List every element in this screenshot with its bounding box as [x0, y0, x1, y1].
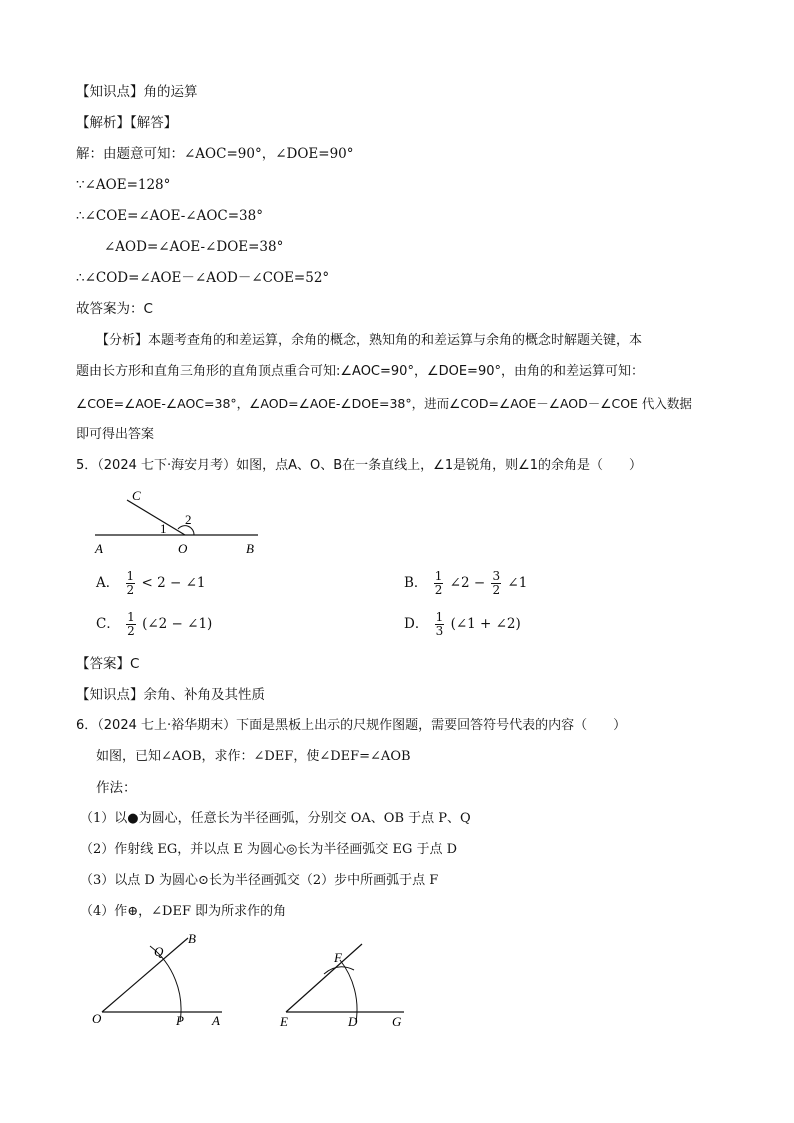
q6-figure-aob: [88, 926, 238, 1031]
q5-figure: [90, 484, 270, 559]
fraction: $\frac{1}{2}$: [126, 569, 135, 597]
label-P: P: [176, 1013, 184, 1028]
label-A: A: [95, 541, 103, 556]
q6-step-2: （2）作射线 EG，并以点 E 为圆心◎长为半径画弧交 EG 于点 D: [80, 842, 458, 857]
analysis-para-1: 【分析】本题考查角的和差运算，余角的概念，熟知角的和差运算与余角的概念时解题关键，本: [96, 333, 643, 348]
arc-DF: [340, 960, 357, 1022]
angle-2-arc: [178, 526, 194, 535]
label-O: O: [92, 1011, 102, 1026]
analysis-heading: 【解析】【解答】: [76, 115, 178, 131]
fraction: $\frac{1}{3}$: [435, 610, 444, 638]
label-Q: Q: [154, 944, 164, 959]
solution-line-2: ∵∠AOE=128°: [76, 177, 171, 193]
option-text: (∠2 − ∠1): [142, 616, 213, 632]
label-1: 1: [160, 521, 167, 536]
q6-step-4: （4）作⊕，∠DEF 即为所求作的角: [80, 904, 287, 919]
q5-answer: 【答案】C: [76, 656, 140, 672]
solution-line-5: ∴∠COD=∠AOE－∠AOD－∠COE=52°: [76, 270, 330, 286]
arc-F: [324, 967, 354, 974]
answer-line: 故答案为：C: [76, 301, 153, 317]
solution-line-4: ∠AOD=∠AOE-∠DOE=38°: [104, 239, 284, 255]
q5-knowledge-point: 【知识点】余角、补角及其性质: [76, 687, 265, 703]
option-text: ∠2 −: [449, 575, 486, 591]
label-G: G: [392, 1014, 402, 1029]
label-D: D: [348, 1014, 358, 1029]
q5-option-b[interactable]: [404, 570, 527, 597]
label-O: O: [178, 541, 188, 556]
analysis-para-4: 即可得出答案: [76, 427, 155, 442]
q6-method-heading: 作法：: [96, 780, 137, 796]
option-letter: C．: [96, 616, 120, 632]
option-letter: B．: [404, 575, 428, 591]
solution-line-3: ∴∠COE=∠AOE-∠AOC=38°: [76, 208, 263, 224]
option-text: (∠1 + ∠2): [450, 616, 521, 632]
label-A: A: [212, 1013, 220, 1028]
ray-OC: [127, 500, 185, 535]
fraction: $\frac{3}{2}$: [492, 569, 501, 597]
label-B: B: [246, 541, 254, 556]
q6-step-3: （3）以点 D 为圆心⊙长为半径画弧交（2）步中所画弧于点 F: [80, 873, 439, 888]
q6-step-1: （1）以●为圆心，任意长为半径画弧，分别交 OA、OB 于点 P、Q: [80, 811, 471, 826]
analysis-para-3: ∠COE=∠AOE-∠AOC=38°，∠AOD=∠AOE-∠DOE=38°，进而∠COD=∠AOE－∠AOD－∠COE 代入数据: [76, 396, 692, 411]
q6-stem: 6．（2024 七上·裕华期末）下面是黑板上出示的尺规作图题，需要回答符号代表的内容（ ）: [76, 718, 627, 733]
label-B: B: [188, 931, 196, 946]
option-text: < 2 − ∠1: [141, 575, 206, 591]
q6-given: 如图，已知∠AOB，求作：∠DEF，使∠DEF=∠AOB: [96, 749, 411, 764]
fraction: $\frac{1}{2}$: [434, 569, 443, 597]
analysis-para-2: 题由长方形和直角三角形的直角顶点重合可知:∠AOC=90°，∠DOE=90°，由角的和差运算可知：: [76, 364, 644, 379]
q5-option-c[interactable]: [96, 611, 212, 638]
label-F: F: [334, 950, 342, 965]
q5-stem: 5．（2024 七下·海安月考）如图，点A、O、B在一条直线上，∠1是锐角，则∠1的余角是（ ）: [76, 458, 643, 473]
label-2: 2: [185, 512, 192, 527]
label-E: E: [280, 1014, 288, 1029]
q6-figure-def: [278, 936, 418, 1036]
q5-option-a[interactable]: [96, 570, 205, 597]
solution-line-1: 解：由题意可知：∠AOC=90°，∠DOE=90°: [76, 146, 354, 162]
q5-option-d[interactable]: [404, 611, 521, 638]
option-text: ∠1: [507, 575, 528, 591]
knowledge-point-line: 【知识点】角的运算: [76, 84, 198, 100]
label-C: C: [132, 488, 141, 503]
fraction: $\frac{1}{2}$: [127, 610, 135, 638]
option-letter: D．: [404, 616, 429, 632]
option-letter: A．: [96, 575, 120, 591]
ray-OB: [102, 938, 188, 1012]
